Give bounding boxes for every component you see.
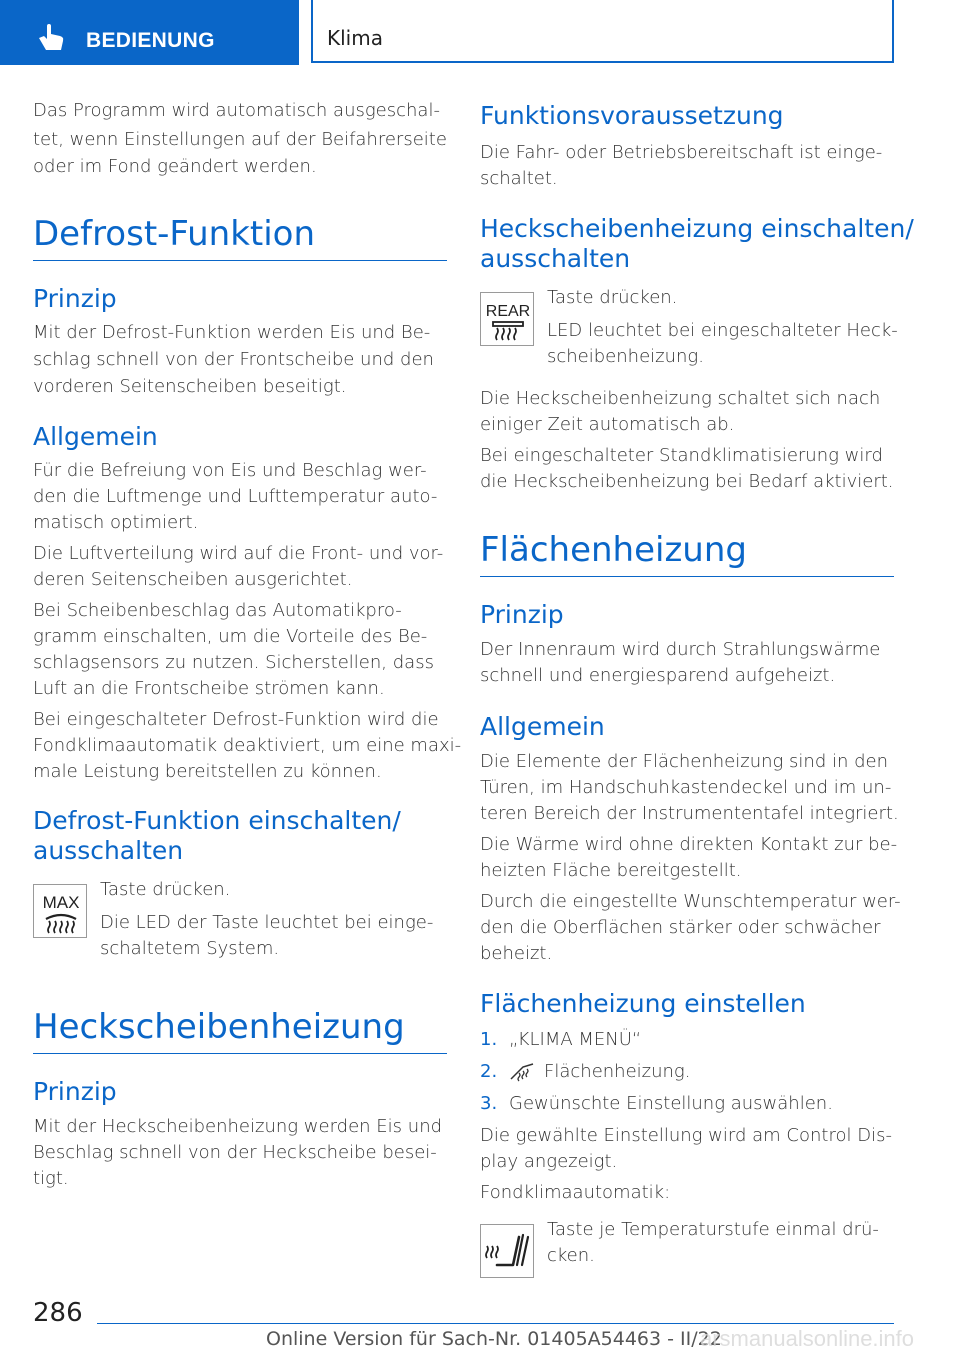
allgemein-heading: Allgemein bbox=[33, 422, 158, 451]
display-text: Die gewählte Einstellung wird am Control Dis‐ bbox=[480, 1125, 892, 1146]
intro-line: tet, wenn Einstellungen auf der Beifahrerseite bbox=[33, 129, 447, 150]
prinzip-heading: Prinzip bbox=[33, 284, 117, 313]
flaechen-einstellen-heading: Flächenheizung einstellen bbox=[480, 989, 806, 1018]
defrost-heading: Defrost-Funktion bbox=[33, 214, 316, 254]
flaechen-allgemein-text: Die Wärme wird ohne direkten Kontakt zur be‐ bbox=[480, 834, 898, 855]
chapter-title-box bbox=[311, 0, 894, 63]
prinzip-text: vorderen Seitenscheiben beseitigt. bbox=[33, 376, 347, 397]
max-step-text: Taste drücken. bbox=[100, 879, 231, 900]
allgemein-text: schlagsensors zu nutzen. Sicherstellen, dass bbox=[33, 652, 434, 673]
heading-rule bbox=[33, 1053, 447, 1054]
section-tab bbox=[0, 0, 299, 65]
allgemein-text: Die Luftverteilung wird auf die Front- und vor‐ bbox=[33, 543, 444, 564]
allgemein-text: den die Luftmenge und Lufttemperatur auto‐ bbox=[33, 486, 438, 507]
step-number: 2. bbox=[480, 1061, 498, 1082]
flaechen-prinzip-text: Der Innenraum wird durch Strahlungswärme bbox=[480, 639, 881, 660]
flaechen-allgemein-text: den die Oberflächen stärker oder schwächer bbox=[480, 917, 881, 938]
hand-pointer-icon bbox=[36, 24, 66, 52]
flaechen-allgemein-heading: Allgemein bbox=[480, 712, 605, 741]
intro-line: Das Programm wird automatisch ausgeschal‐ bbox=[33, 100, 440, 121]
section-label: BEDIENUNG bbox=[86, 29, 215, 52]
funktion-text: Die Fahr- oder Betriebsbereitschaft ist einge‐ bbox=[480, 142, 883, 163]
heck-text: einiger Zeit automatisch ab. bbox=[480, 414, 735, 435]
prinzip-text: Mit der Defrost-Funktion werden Eis und Be‐ bbox=[33, 322, 431, 343]
max-step-text: schaltetem System. bbox=[100, 938, 280, 959]
flaechen-allgemein-text: teren Bereich der Instrumententafel integriert. bbox=[480, 803, 899, 824]
intro-line: oder im Fond geändert werden. bbox=[33, 156, 317, 177]
page-number: 286 bbox=[33, 1298, 83, 1328]
heck-text: die Heckscheibenheizung bei Bedarf aktiviert. bbox=[480, 471, 894, 492]
heck-text: Bei eingeschalteter Standklimatisierung wird bbox=[480, 445, 883, 466]
rear-step-text: scheibenheizung. bbox=[547, 346, 704, 367]
step-number: 1. bbox=[480, 1029, 498, 1050]
prinzip-text: schlag schnell von der Frontscheibe und den bbox=[33, 349, 434, 370]
max-button-label: MAX bbox=[42, 893, 80, 912]
fond-label: Fondklimaautomatik: bbox=[480, 1182, 671, 1203]
allgemein-text: Luft an die Frontscheibe strömen kann. bbox=[33, 678, 385, 699]
max-step-text: Die LED der Taste leuchtet bei einge‐ bbox=[100, 912, 434, 933]
defrost-switch-heading: ausschalten bbox=[33, 836, 184, 865]
step-text: Flächenheizung. bbox=[544, 1061, 691, 1082]
flaechen-allgemein-text: Durch die eingestellte Wunschtemperatur wer‐ bbox=[480, 891, 901, 912]
heading-rule bbox=[480, 576, 894, 577]
flaechen-allgemein-text: Türen, im Handschuhkastendeckel und im un‐ bbox=[480, 777, 892, 798]
funktion-text: schaltet. bbox=[480, 168, 558, 189]
allgemein-text: matisch optimiert. bbox=[33, 512, 199, 533]
heck-switch-heading: ausschalten bbox=[480, 244, 631, 273]
flaechen-allgemein-text: beheizt. bbox=[480, 943, 553, 964]
step-text: „KLIMA MENÜ“ bbox=[509, 1029, 642, 1050]
allgemein-text: Fondklimaautomatik deaktiviert, um eine maxi‐ bbox=[33, 735, 462, 756]
rear-defrost-button-icon bbox=[480, 292, 534, 346]
rear-step-text: Taste drücken. bbox=[547, 287, 678, 308]
heck-prinzip-text: Mit der Heckscheibenheizung werden Eis und bbox=[33, 1116, 443, 1137]
allgemein-text: gramm einschalten, um die Vorteile des Be‐ bbox=[33, 626, 428, 647]
heck-switch-heading: Heckscheibenheizung einschalten/ bbox=[480, 214, 914, 243]
flaechen-prinzip-text: schnell und energiesparend aufgeheizt. bbox=[480, 665, 836, 686]
max-defrost-button-icon bbox=[33, 884, 87, 938]
rear-button-label: REAR bbox=[485, 303, 531, 320]
heck-prinzip-text: tigt. bbox=[33, 1168, 69, 1189]
fond-step-text: cken. bbox=[547, 1245, 595, 1266]
heck-text: Die Heckscheibenheizung schaltet sich nach bbox=[480, 388, 881, 409]
display-text: play angezeigt. bbox=[480, 1151, 618, 1172]
flaechen-heading: Flächenheizung bbox=[480, 530, 747, 570]
step-text: Gewünschte Einstellung auswählen. bbox=[509, 1093, 833, 1114]
allgemein-text: Bei eingeschalteter Defrost-Funktion wird die bbox=[33, 709, 439, 730]
heck-prinzip-text: Beschlag schnell von der Heckscheibe besei‐ bbox=[33, 1142, 437, 1163]
footer-rule bbox=[97, 1323, 894, 1324]
rear-step-text: LED leuchtet bei eingeschalteter Heck‐ bbox=[547, 320, 898, 341]
online-version-text: Online Version für Sach-Nr. 01405A54463 - II/22 bbox=[266, 1328, 722, 1350]
heck-heading: Heckscheibenheizung bbox=[33, 1007, 405, 1047]
allgemein-text: deren Seitenscheiben ausgerichtet. bbox=[33, 569, 353, 590]
funktion-heading: Funktionsvoraussetzung bbox=[480, 101, 784, 130]
defrost-switch-heading: Defrost-Funktion einschalten/ bbox=[33, 806, 401, 835]
allgemein-text: Bei Scheibenbeschlag das Automatikpro‐ bbox=[33, 600, 402, 621]
fond-step-text: Taste je Temperaturstufe einmal drü‐ bbox=[547, 1219, 879, 1240]
seat-heating-button-icon bbox=[480, 1224, 534, 1278]
allgemein-text: male Leistung bereitstellen zu können. bbox=[33, 761, 382, 782]
heading-rule bbox=[33, 260, 447, 261]
surface-heating-icon bbox=[509, 1061, 537, 1083]
heck-prinzip-heading: Prinzip bbox=[33, 1077, 117, 1106]
step-number: 3. bbox=[480, 1093, 498, 1114]
flaechen-allgemein-text: Die Elemente der Flächenheizung sind in den bbox=[480, 751, 889, 772]
flaechen-prinzip-heading: Prinzip bbox=[480, 600, 564, 629]
watermark: arsmanualsonline.info bbox=[700, 1326, 915, 1351]
allgemein-text: Für die Befreiung von Eis und Beschlag wer‐ bbox=[33, 460, 427, 481]
chapter-title: Klima bbox=[327, 26, 383, 50]
flaechen-allgemein-text: heizten Fläche bereitgestellt. bbox=[480, 860, 742, 881]
